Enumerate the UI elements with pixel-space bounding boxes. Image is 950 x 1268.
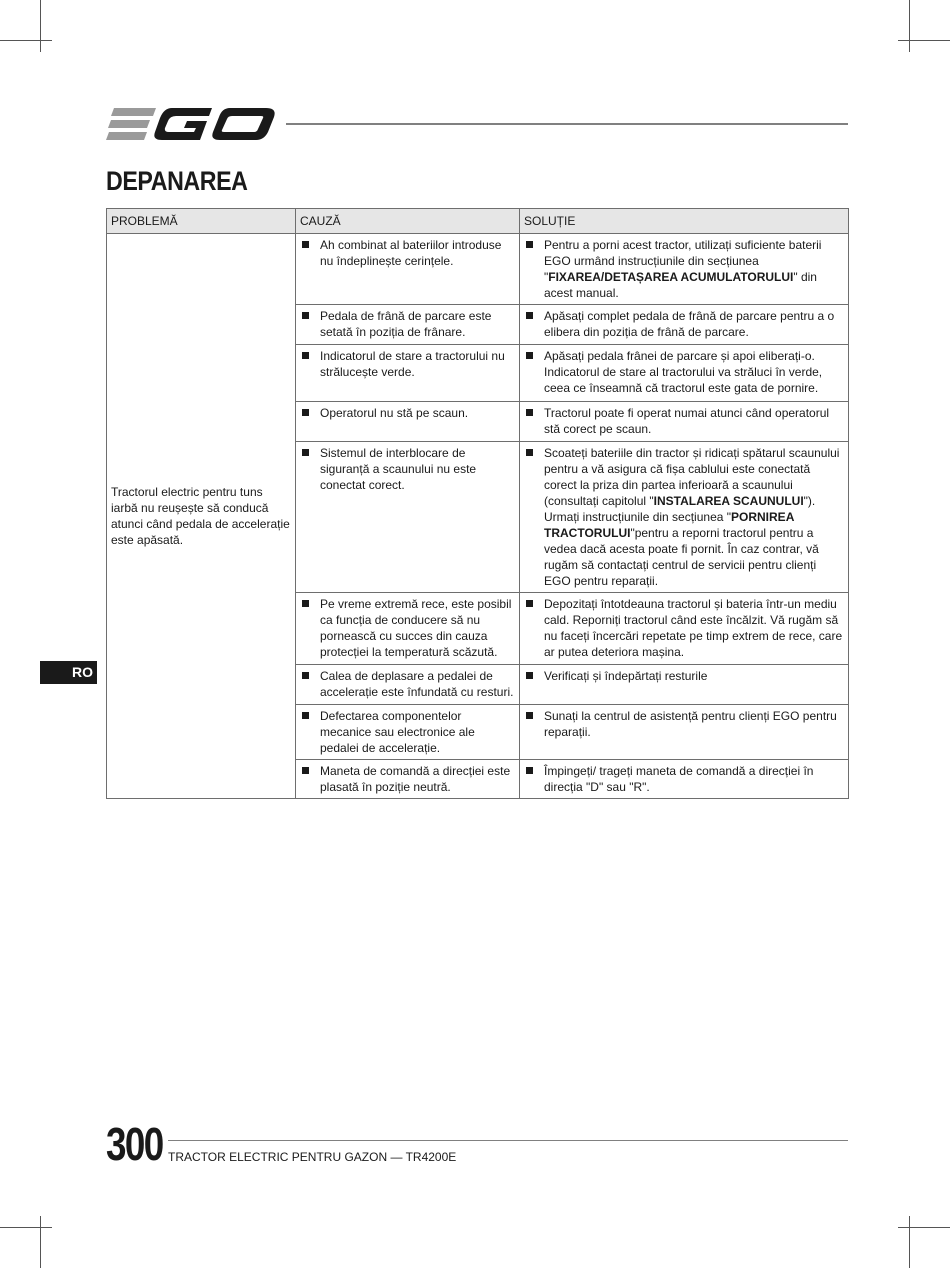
crop-mark [909, 0, 910, 52]
solution-text: "pentru a reporni tractorul pentru a vedea dacă acesta poate fi pornit. În caz contrar, vă rugăm să contactați centrul de servicii pentru clienți EGO pentru reparații. [544, 526, 819, 588]
language-tab-label: RO [72, 664, 93, 680]
crop-mark [0, 40, 52, 41]
cause-cell [296, 402, 520, 442]
bullet-icon [526, 409, 533, 416]
solution-text: " din acest manual. [544, 270, 817, 300]
crop-mark [909, 1216, 910, 1268]
solution-bold: INSTALAREA SCAUNULUI [653, 494, 804, 508]
cause-text: Indicatorul de stare a tractorului nu strălucește verde. [320, 349, 505, 379]
troubleshooting-table [106, 208, 849, 799]
solution-cell [520, 345, 849, 402]
solution-text: Depozitați întotdeauna tractorul și bateria într-un mediu cald. Reporniți tractorul când este încălzit. Vă rugăm să nu faceți încercări repetate pe timp extrem de rece, care ar putea deteriora mașina. [544, 597, 843, 659]
cause-text: Operatorul nu stă pe scaun. [320, 406, 469, 420]
cause-cell [296, 593, 520, 665]
bullet-icon [302, 600, 309, 607]
bullet-icon [302, 449, 309, 456]
cause-text: Ah combinat al bateriilor introduse nu îndeplinește cerințele. [320, 238, 502, 268]
solution-bold: PORNIREA TRACTORULUI [544, 510, 794, 540]
solution-text: Pentru a porni acest tractor, utilizați suficiente baterii EGO urmând instrucțiunile din secțiunea " [544, 238, 822, 284]
solution-text: Scoateți bateriile din tractor și ridicați spătarul scaunului pentru a vă asigura că fișa cablului este conectată corect la priza din partea inferioară a scaunului (consultați capitolul " [544, 446, 840, 508]
solution-cell [520, 593, 849, 665]
cause-cell [296, 345, 520, 402]
table-header-row [107, 209, 849, 234]
cause-text: Calea de deplasare a pedalei de accelerație este înfundată cu resturi. [320, 669, 514, 699]
ego-logo [106, 104, 276, 144]
cause-cell [296, 234, 520, 305]
bullet-icon [302, 409, 309, 416]
cause-text: Sistemul de interblocare de siguranță a scaunului nu este conectat corect. [320, 446, 477, 492]
cause-cell [296, 760, 520, 799]
page-number: 300 [106, 1118, 163, 1170]
bullet-icon [526, 352, 533, 359]
table-row [107, 234, 849, 305]
solution-cell [520, 760, 849, 799]
cause-cell [296, 705, 520, 760]
cause-cell [296, 305, 520, 345]
cause-text: Pe vreme extremă rece, este posibil ca funcția de conducere să nu pornească cu succes din cauza protecției la temperatură scăzută. [320, 597, 512, 659]
header-cause: CAUZĂ [296, 209, 520, 234]
solution-cell [520, 234, 849, 305]
header-solution: SOLUȚIE [520, 209, 849, 234]
solution-text: Apăsați pedala frânei de parcare și apoi eliberați-o. Indicatorul de stare al tractorului va străluci în verde, ceea ce înseamnă că tractorul este gata de pornire. [544, 349, 823, 395]
bullet-icon [302, 767, 309, 774]
cause-cell [296, 665, 520, 705]
solution-text: "). Urmați instrucțiunile din secțiunea " [544, 494, 816, 524]
cause-text: Pedala de frână de parcare este setată în poziția de frânare. [320, 309, 492, 339]
cause-cell [296, 442, 520, 593]
solution-cell [520, 705, 849, 760]
bullet-icon [526, 241, 533, 248]
solution-text: Tractorul poate fi operat numai atunci când operatorul stă corect pe scaun. [544, 406, 830, 436]
footer-rule [168, 1140, 848, 1141]
bullet-icon [526, 312, 533, 319]
bullet-icon [302, 241, 309, 248]
bullet-icon [526, 600, 533, 607]
crop-mark [0, 1227, 52, 1228]
bullet-icon [526, 672, 533, 679]
solution-cell [520, 442, 849, 593]
solution-text: Verificați și îndepărtați resturile [544, 669, 708, 683]
footer-text: TRACTOR ELECTRIC PENTRU GAZON — TR4200E [168, 1150, 457, 1164]
bullet-icon [302, 672, 309, 679]
solution-text: Împingeți/ trageți maneta de comandă a direcției în direcția "D" sau "R". [544, 764, 814, 794]
crop-mark [40, 1216, 41, 1268]
cause-text: Maneta de comandă a direcției este plasată în poziție neutră. [320, 764, 511, 794]
bullet-icon [526, 767, 533, 774]
solution-text: Apăsați complet pedala de frână de parcare pentru a o elibera din poziția de frână de parcare. [544, 309, 835, 339]
bullet-icon [302, 352, 309, 359]
solution-cell [520, 305, 849, 345]
bullet-icon [302, 312, 309, 319]
crop-mark [898, 40, 950, 41]
bullet-icon [526, 449, 533, 456]
bullet-icon [302, 712, 309, 719]
page-title: DEPANAREA [106, 166, 248, 196]
crop-mark [40, 0, 41, 52]
solution-cell [520, 665, 849, 705]
solution-bold: FIXAREA/DETAȘAREA ACUMULATORULUI [548, 270, 794, 284]
header-rule [286, 123, 848, 125]
problem-cell: Tractorul electric pentru tuns iarbă nu reușește să conducă atunci când pedala de accelerație este apăsată. [107, 234, 296, 799]
language-tab [40, 661, 97, 684]
solution-text: Sunați la centrul de asistență pentru clienți EGO pentru reparații. [544, 709, 837, 739]
crop-mark [898, 1227, 950, 1228]
bullet-icon [526, 712, 533, 719]
solution-cell [520, 402, 849, 442]
header-problem: PROBLEMĂ [107, 209, 296, 234]
cause-text: Defectarea componentelor mecanice sau electronice ale pedalei de accelerație. [320, 709, 475, 755]
